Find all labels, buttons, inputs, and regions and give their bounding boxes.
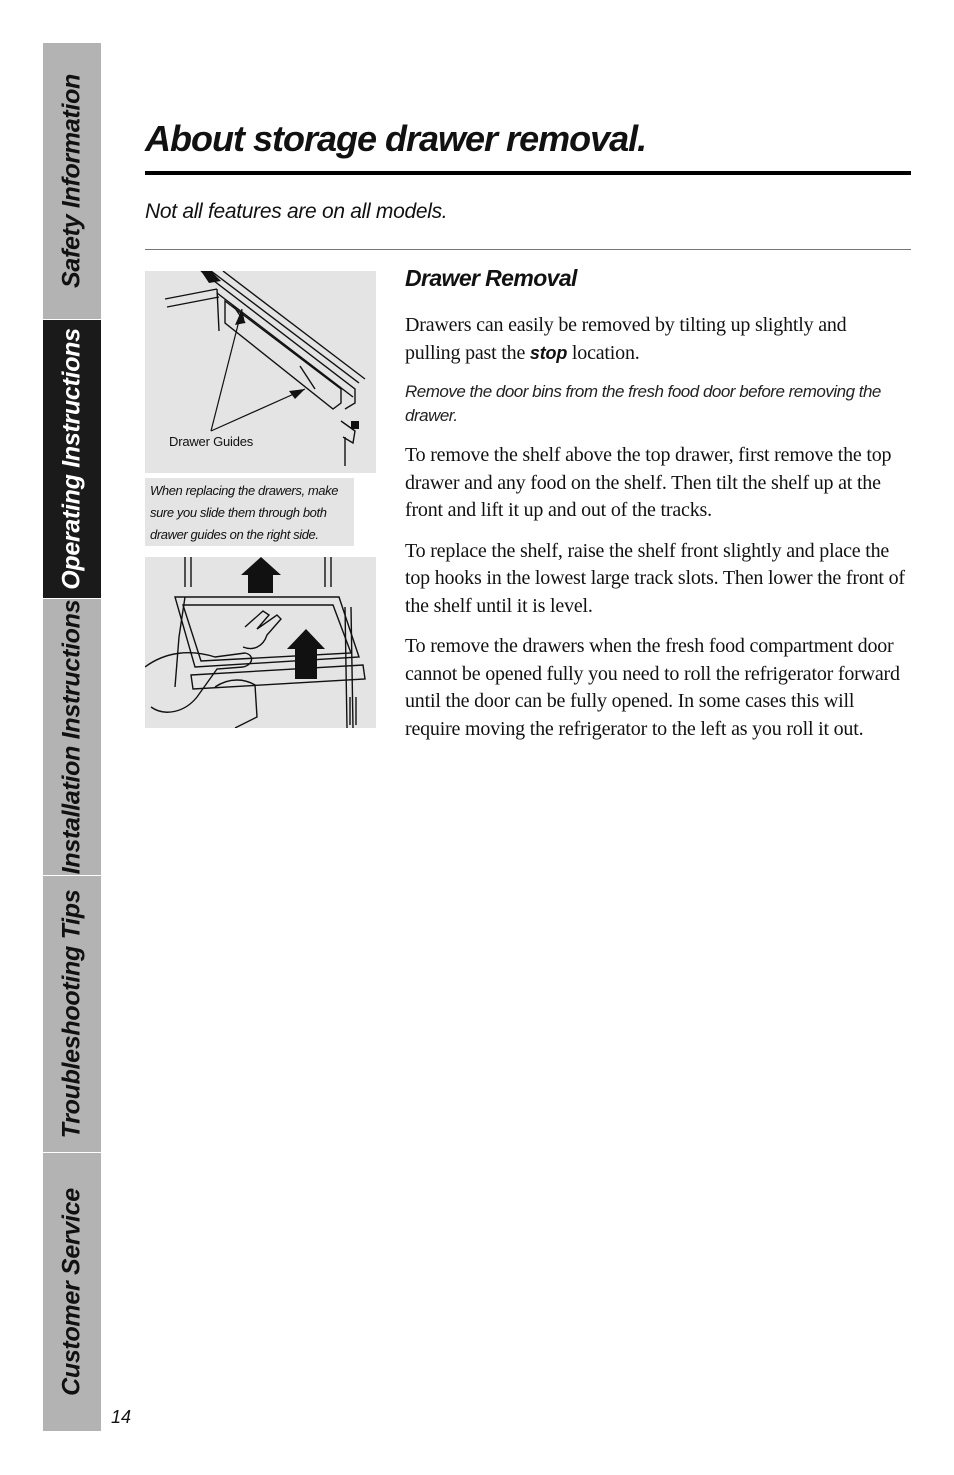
section-heading: Drawer Removal bbox=[405, 265, 577, 291]
title-divider bbox=[145, 171, 911, 175]
door-bins-note: Remove the door bins from the fresh food door before removing the drawer. bbox=[405, 382, 881, 425]
tab-label: Troubleshooting Tips bbox=[57, 889, 86, 1139]
section-divider bbox=[145, 249, 911, 250]
drawer-guides-label: Drawer Guides bbox=[169, 434, 254, 449]
drawer-removal-section bbox=[405, 265, 905, 756]
figure-caption: When replacing the drawers, make sure you slide them through both drawer guides on the right side. bbox=[145, 478, 354, 546]
shelf-removal-illustration bbox=[145, 557, 376, 728]
paragraph-text: location. bbox=[567, 341, 640, 364]
page-number: 14 bbox=[111, 1407, 132, 1427]
tab-label: Installation Instructions bbox=[57, 599, 86, 875]
paragraph-remove-shelf: To remove the shelf above the top drawer, first remove the top drawer and any food on the shelf. Then tilt the shelf up at the front and lift it up and out of the tracks. bbox=[405, 444, 892, 521]
stop-emphasis: stop bbox=[529, 342, 568, 363]
tab-label: Safety Information bbox=[57, 73, 86, 289]
section-tabs bbox=[43, 43, 101, 1431]
tab-customer-service[interactable] bbox=[43, 1153, 101, 1431]
tab-safety-information[interactable] bbox=[43, 43, 101, 319]
paragraph-text: Drawers can easily be removed by tilting up slightly and pulling past the bbox=[405, 314, 847, 364]
paragraph-door-not-open: To remove the drawers when the fresh food compartment door cannot be opened fully you need to roll the refrigerator forward until the door can be fully opened. In some cases this will require moving the refrigerator to the left as you roll it out. bbox=[405, 635, 900, 740]
tab-operating-instructions[interactable] bbox=[43, 320, 101, 598]
shelf-removal-drawing bbox=[145, 557, 376, 728]
drawer-guides-illustration bbox=[145, 271, 376, 473]
tab-label: Customer Service bbox=[57, 1188, 86, 1396]
tab-troubleshooting-tips[interactable] bbox=[43, 876, 101, 1152]
tab-label: Operating Instructions bbox=[57, 328, 86, 590]
paragraph-tilt-drawers bbox=[405, 312, 905, 367]
page-subtitle: Not all features are on all models. bbox=[145, 200, 448, 223]
tab-installation-instructions[interactable] bbox=[43, 599, 101, 875]
paragraph-replace-shelf: To replace the shelf, raise the shelf front slightly and place the top hooks in the lowest large track slots. Then lower the front of the shelf until it is level. bbox=[405, 539, 905, 617]
page-title: About storage drawer removal. bbox=[145, 118, 647, 159]
